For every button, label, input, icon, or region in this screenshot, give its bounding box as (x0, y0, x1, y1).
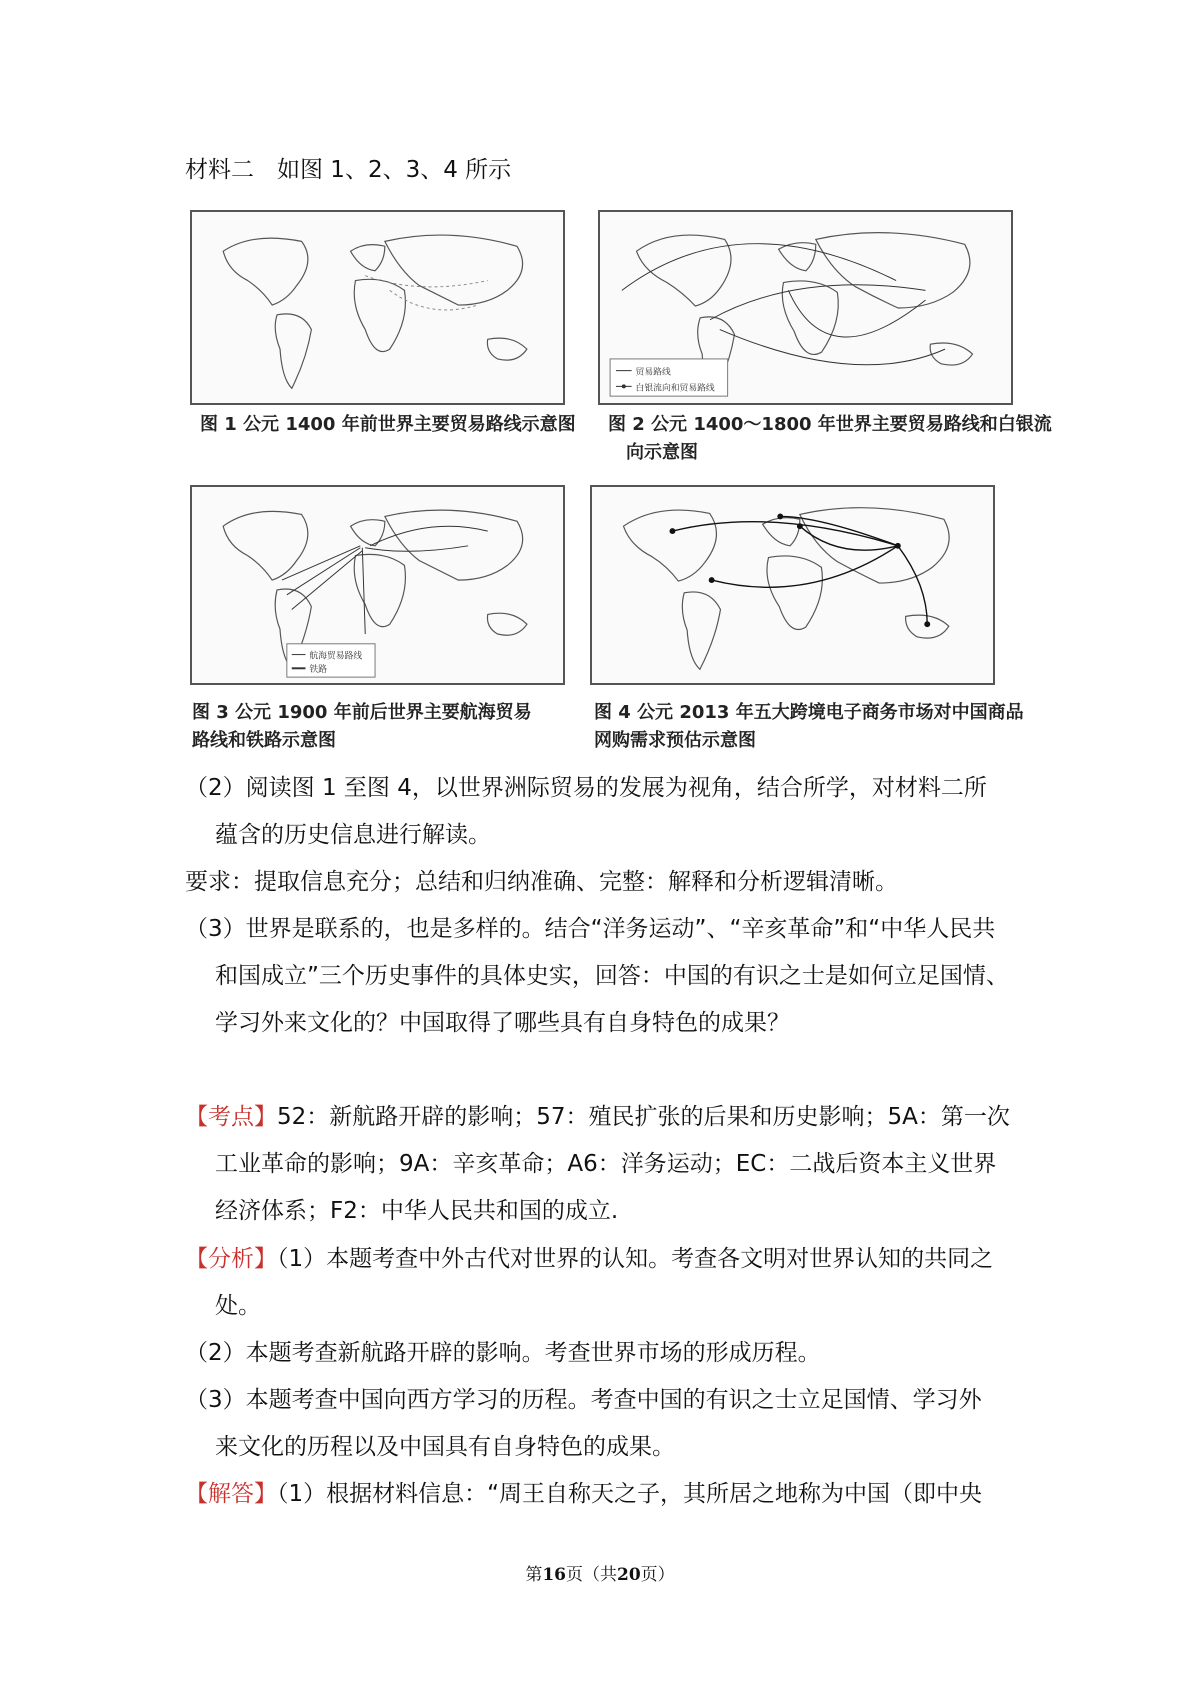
footer-page-number: 16 (542, 1565, 566, 1585)
kaodian-line-2: 工业革命的影响；9A：辛亥革命；A6：洋务运动；EC：二战后资本主义世界 (215, 1151, 997, 1177)
map-figure-2 (598, 210, 1013, 405)
kaodian-line-1 (185, 1102, 1010, 1132)
page-footer (0, 1560, 1200, 1585)
map-caption-3-line2: 路线和铁路示意图 (192, 730, 336, 751)
material-title: 材料二 如图 1、2、3、4 所示 (185, 157, 512, 183)
jieda-text-1: （1）根据材料信息：“周王自称天之子，其所居之地称为中国（即中央 (277, 1481, 983, 1507)
map-caption-1: 图 1 公元 1400 年前世界主要贸易路线示意图 (200, 414, 576, 435)
map-figure-1 (190, 210, 565, 405)
world-map-2 (600, 212, 1011, 403)
kaodian-line-3: 经济体系；F2：中华人民共和国的成立. (215, 1198, 619, 1224)
fenxi-p2: （2）本题考查新航路开辟的影响。考查世界市场的形成历程。 (185, 1340, 821, 1366)
fenxi-line-1 (185, 1244, 993, 1274)
fenxi-p3-line-1: （3）本题考查中国向西方学习的历程。考查中国的有识之士立足国情、学习外 (185, 1387, 982, 1413)
fenxi-label: 【分析】 (185, 1246, 277, 1272)
jieda-line-1 (185, 1479, 982, 1509)
fenxi-line-2: 处。 (215, 1293, 261, 1319)
map2-legend-silver: 白银流向和贸易路线 (635, 383, 715, 394)
map-caption-4-line2: 网购需求预估示意图 (594, 730, 756, 751)
world-map-4 (592, 487, 993, 683)
map-figure-4 (590, 485, 995, 685)
map2-legend-trade: 贸易路线 (635, 367, 671, 378)
footer-total-pages: 20 (617, 1565, 641, 1585)
jieda-label: 【解答】 (185, 1481, 277, 1507)
q3-line-1: （3）世界是联系的，也是多样的。结合“洋务运动”、“辛亥革命”和“中华人民共 (185, 916, 996, 942)
world-map-3 (192, 487, 563, 683)
world-map-1 (192, 212, 563, 403)
kaodian-label: 【考点】 (185, 1104, 277, 1130)
map-caption-3-line1: 图 3 公元 1900 年前后世界主要航海贸易 (192, 702, 532, 723)
map-caption-4-line1: 图 4 公元 2013 年五大跨境电子商务市场对中国商品 (594, 702, 1024, 723)
footer-suffix: 页） (640, 1565, 675, 1585)
map-caption-2-line2: 向示意图 (626, 442, 698, 463)
q2-line-1: （2）阅读图 1 至图 4，以世界洲际贸易的发展为视角，结合所学，对材料二所 (185, 775, 987, 801)
kaodian-text-1: 52：新航路开辟的影响；57：殖民扩张的后果和历史影响；5A：第一次 (277, 1104, 1010, 1130)
q3-line-2: 和国成立”三个历史事件的具体史实，回答：中国的有识之士是如何立足国情、 (215, 963, 1009, 989)
map-caption-2-line1: 图 2 公元 1400～1800 年世界主要贸易路线和白银流 (608, 414, 1052, 435)
map-figure-3 (190, 485, 565, 685)
fenxi-text-1: （1）本题考查中外古代对世界的认知。考查各文明对世界认知的共同之 (277, 1246, 994, 1272)
fenxi-p3-line-2: 来文化的历程以及中国具有自身特色的成果。 (215, 1434, 675, 1460)
map3-legend-rail: 铁路 (309, 665, 328, 676)
footer-mid: 页（共 (566, 1565, 617, 1585)
q2-line-2: 蕴含的历史信息进行解读。 (215, 822, 491, 848)
requirement-text: 要求：提取信息充分；总结和归纳准确、完整：解释和分析逻辑清晰。 (185, 869, 898, 895)
footer-prefix: 第 (525, 1565, 543, 1585)
q3-line-3: 学习外来文化的？中国取得了哪些具有自身特色的成果？ (215, 1010, 790, 1036)
map3-legend-sea: 航海贸易路线 (309, 651, 363, 662)
